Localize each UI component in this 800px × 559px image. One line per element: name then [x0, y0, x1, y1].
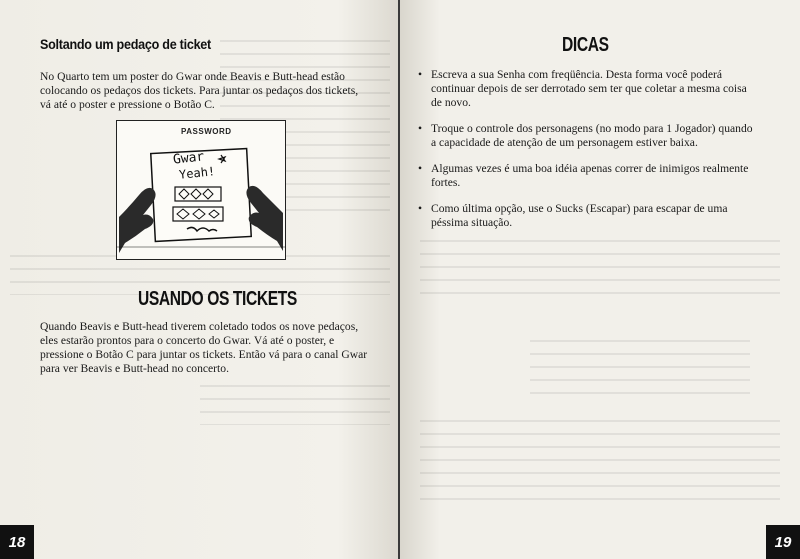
list-item [418, 68, 758, 110]
hands-holding-poster-drawing [117, 121, 285, 259]
list-item [418, 202, 758, 230]
tip-text: Como última opção, use o Sucks (Escapar) para escapar de uma péssima situação. [431, 202, 728, 229]
section-title-usando-os-tickets: USANDO OS TICKETS [138, 288, 297, 310]
bleed-through-text [420, 420, 780, 500]
section-body-soltando: No Quarto tem um poster do Gwar onde Beavis e Butt-head estão colocando os pedaços dos tickets. Para juntar os pedaços dos tickets, vá até o poster e pressione o Botão C. [40, 70, 359, 111]
bullet-glyph: • [418, 122, 423, 135]
bleed-through-text [530, 340, 750, 400]
tip-text: Troque o controle dos personagens (no modo para 1 Jogador) quando a capacidade de atenção de um personagem estiver baixa. [431, 122, 753, 149]
list-item [418, 122, 758, 150]
list-item [418, 162, 758, 190]
password-label: PASSWORD [181, 127, 232, 136]
page-number-18: 18 [0, 525, 34, 559]
password-illustration [116, 120, 286, 260]
tip-text: Algumas vezes é uma boa idéia apenas correr de inimigos realmente fortes. [431, 162, 749, 189]
handwriting-gwar: Gwar [172, 149, 206, 168]
section-body-usando-os-tickets: Quando Beavis e Butt-head tiverem coletado todos os nove pedaços, eles estarão prontos para o concerto do Gwar. Vá até o poster, e pressione o Botão C para juntar os tickets. Então vá para o canal Gwar para ver Beavis e Butt-head no concerto. [40, 320, 368, 375]
tips-list [418, 68, 758, 242]
bleed-through-text [420, 240, 780, 300]
bullet-glyph: • [418, 202, 423, 215]
left-page [0, 0, 398, 559]
bullet-glyph: • [418, 68, 423, 81]
handwriting-yeah: Yeah! [178, 164, 216, 182]
section-title-soltando: Soltando um pedaço de ticket [40, 36, 211, 52]
bleed-through-text [200, 385, 390, 425]
bullet-glyph: • [418, 162, 423, 175]
tip-text: Escreva a sua Senha com freqüência. Desta forma você poderá continuar depois de ser derrotado sem ter que coletar a mesma coisa de novo. [431, 68, 747, 109]
page-number-19: 19 [766, 525, 800, 559]
page-title-dicas: DICAS [562, 34, 609, 56]
